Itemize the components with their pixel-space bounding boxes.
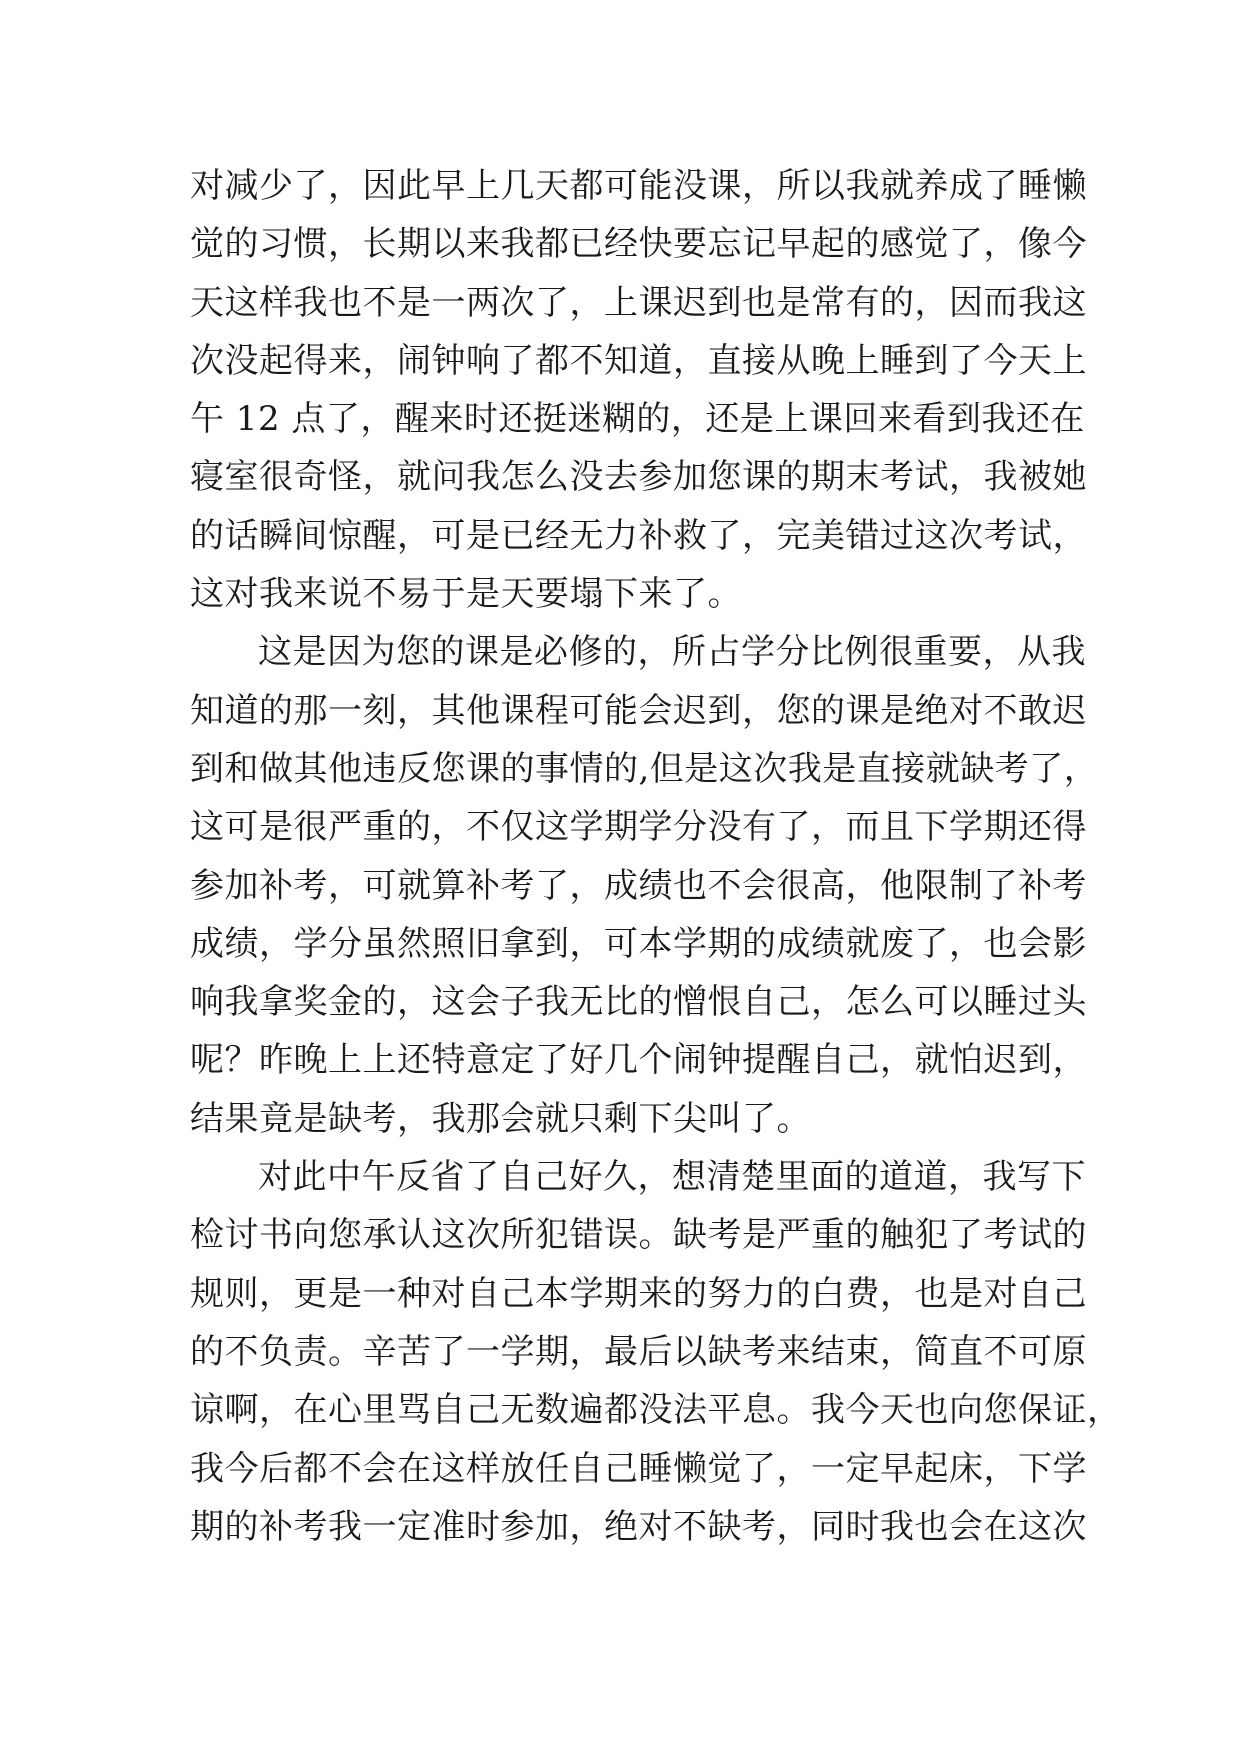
text-line: 这可是很严重的，不仅这学期学分没有了，而且下学期还得: [190, 807, 1087, 848]
text-line: 参加补考，可就算补考了，成绩也不会很高，他限制了补考: [190, 865, 1087, 906]
text-line: 的不负责。辛苦了一学期，最后以缺考来结束，简直不可原: [190, 1331, 1087, 1372]
text-line: 规则，更是一种对自己本学期来的努力的白费，也是对自己: [190, 1273, 1087, 1314]
text-line: 我今后都不会在这样放任自己睡懒觉了，一定早起床，下学: [190, 1448, 1087, 1489]
text-line: 呢？昨晚上上还特意定了好几个闹钟提醒自己，就怕迟到，: [190, 1040, 1087, 1081]
text-line: 寝室很奇怪，就问我怎么没去参加您课的期末考试，我被她: [190, 457, 1087, 498]
text-line: 的话瞬间惊醒，可是已经无力补救了，完美错过这次考试，: [190, 515, 1087, 556]
paragraph-first-line: 对此中午反省了自己好久，想清楚里面的道道，我写下: [258, 1157, 1086, 1198]
paragraph-first-line: 这是因为您的课是必修的，所占学分比例很重要，从我: [258, 632, 1086, 673]
text-line: 期的补考我一定准时参加，绝对不缺考，同时我也会在这次: [190, 1506, 1087, 1547]
text-line: 成绩，学分虽然照旧拿到，可本学期的成绩就废了，也会影: [190, 923, 1087, 964]
text-line: 检讨书向您承认这次所犯错误。缺考是严重的触犯了考试的: [190, 1215, 1087, 1256]
text-line: 对减少了，因此早上几天都可能没课，所以我就养成了睡懒: [190, 166, 1087, 206]
text-line: 知道的那一刻，其他课程可能会迟到，您的课是绝对不敢迟: [190, 690, 1087, 731]
text-line: 觉的习惯，长期以来我都已经快要忘记早起的感觉了，像今: [190, 224, 1087, 265]
text-line: 次没起得来，闹钟响了都不知道，直接从晚上睡到了今天上: [190, 340, 1087, 381]
text-line: 结果竟是缺考，我那会就只剩下尖叫了。: [190, 1098, 811, 1139]
text-line: 响我拿奖金的，这会子我无比的憎恨自己，怎么可以睡过头: [190, 982, 1087, 1023]
text-line: 午 12 点了，醒来时还挺迷糊的，还是上课回来看到我还在: [190, 399, 1085, 440]
text-line: 到和做其他违反您课的事情的,但是这次我是直接就缺考了，: [190, 748, 1099, 789]
document-body: [190, 157, 1122, 1556]
text-line: 这对我来说不易于是天要塌下来了。: [190, 574, 742, 615]
text-line: 天这样我也不是一两次了，上课迟到也是常有的，因而我这: [190, 282, 1087, 323]
text-line: 谅啊，在心里骂自己无数遍都没法平息。我今天也向您保证，: [190, 1390, 1122, 1431]
